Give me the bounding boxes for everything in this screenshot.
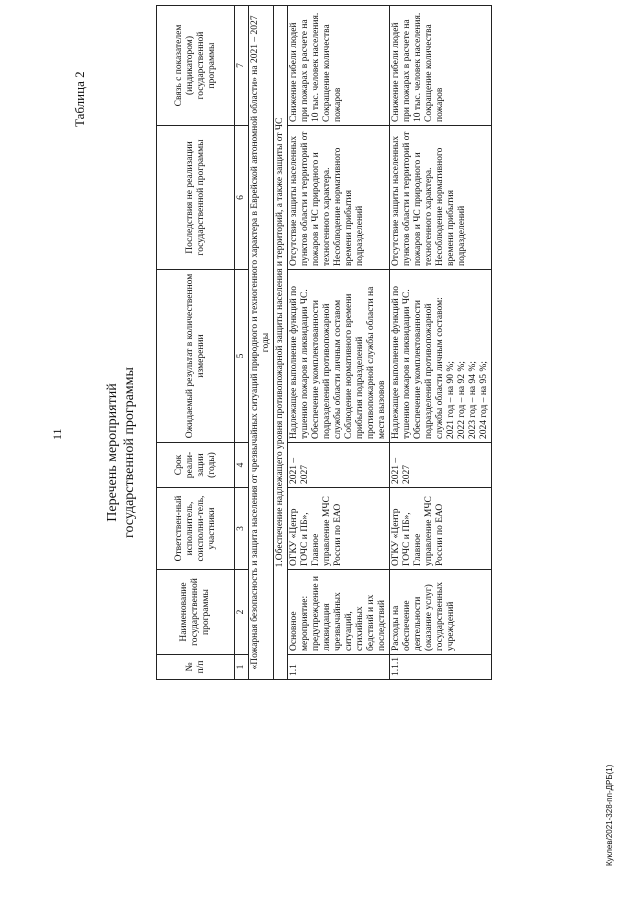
row-result: Надлежащее выполнение функций по тушению пожаров и ликвидации ЧС. Обеспечение укомплектованности подразделений противопожарной службы области личным составом Соблюдение нормативного времени прибытия подразделений противопожарной службы области на места вызовов [288, 270, 390, 443]
row-num: 1.1 [288, 655, 390, 680]
measures-table [156, 5, 492, 680]
header-number: 7 [235, 6, 249, 126]
title-line-1: Перечень мероприятий [105, 383, 120, 522]
table-row [390, 6, 492, 680]
page-number: 11 [50, 428, 64, 440]
row-link: Снижение гибели людей при пожарах в расчете на 10 тыс. человек населения. Сокращение количества пожаров [288, 6, 390, 126]
row-executor: ОГКУ «Центр ГОЧС и ПБ», Главное управление МЧС России по ЕАО [288, 488, 390, 570]
row-num: 1.1.1 [390, 655, 492, 680]
row-result-year: 2022 год – на 92 %; [457, 361, 467, 439]
header-number: 4 [235, 443, 249, 488]
row-period: 2021 – 2027 [288, 443, 390, 488]
section-title-row [274, 6, 288, 680]
header-number: 5 [235, 270, 249, 443]
header-row [157, 6, 235, 680]
header-number: 3 [235, 488, 249, 570]
row-consequences: Отсутствие защиты населенных пунктов области и территорий от пожаров и ЧС природного и техногенного характера. Несоблюдение нормативного времени прибытия подразделений [390, 126, 492, 270]
header-number: 2 [235, 570, 249, 655]
row-link: Снижение гибели людей при пожарах в расчете на 10 тыс. человек населения. Сокращение количества пожаров [390, 6, 492, 126]
header-consequences: Последствия не реализации государственной программы [157, 126, 235, 270]
table-label: Таблица 2 [72, 71, 87, 127]
row-result [390, 270, 492, 443]
row-result-text: Надлежащее выполнение функций по тушению пожаров и ликвидации ЧС. Обеспечение укомплектованности подразделений противопожарной службы области личным составом: [391, 286, 445, 439]
row-name: Расходы на обеспечение деятельности (оказание услуг) государственных учреждений [390, 570, 492, 655]
header-executor: Ответствен-ный исполнитель, соисполни-тель, участники [157, 488, 235, 570]
row-executor: ОГКУ «Центр ГОЧС и ПБ», Главное управление МЧС России по ЕАО [390, 488, 492, 570]
header-link: Связь с показателем (индикатором) государственной программы [157, 6, 235, 126]
program-title: «Пожарная безопасность и защита населения от чрезвычайных ситуаций природного и техногенного характера в Еврейской автономной области» на 2021 – 2027 годы [249, 6, 274, 680]
program-title-row [249, 6, 274, 680]
header-result: Ожидаемый результат в количественном измерении [157, 270, 235, 443]
title-line-2: государственной программы [122, 367, 137, 538]
row-name: Основное мероприятие: предупреждение и ликвидация чрезвычайных ситуаций, стихийных бедствий и их последствий [288, 570, 390, 655]
table-row [288, 6, 390, 680]
header-name: Наименование государственной программы [157, 570, 235, 655]
row-result-year: 2023 год – на 94 %; [468, 361, 478, 439]
header-num: № п/п [157, 655, 235, 680]
row-consequences: Отсутствие защиты населенных пунктов области и территорий от пожаров и ЧС природного и техногенного характера. Несоблюдение нормативного времени прибытия подразделений [288, 126, 390, 270]
row-result-year: 2024 год – на 95 %; [479, 361, 489, 439]
document-code: Куклев/2021-328-пп-ДРБ(1) [605, 764, 614, 866]
section-title: 1.Обеспечение надлежащего уровня противопожарной защиты населения и территорий, а также защиты от ЧС [274, 6, 288, 680]
row-result-year: 2021 год – на 90 %; [446, 361, 456, 439]
header-number-row [235, 6, 249, 680]
header-number: 1 [235, 655, 249, 680]
header-number: 6 [235, 126, 249, 270]
row-period: 2021 – 2027 [390, 443, 492, 488]
header-period: Срок реали-зации (годы) [157, 443, 235, 488]
